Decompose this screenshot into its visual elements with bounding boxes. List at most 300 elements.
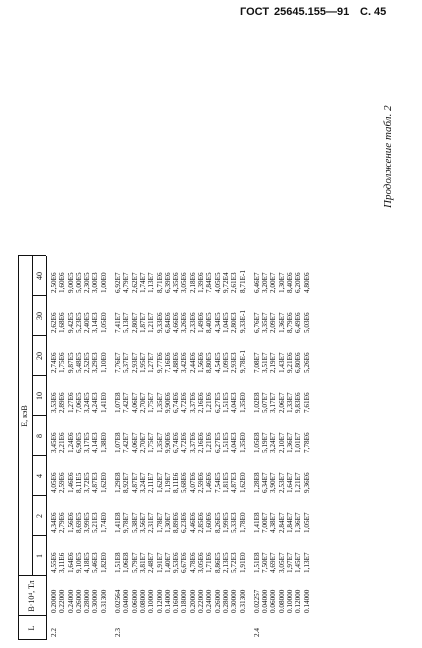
data-cell: 3,45E6	[50, 432, 58, 453]
data-cell: 2,40E5	[83, 312, 92, 333]
data-cell: 1,02E8	[252, 392, 261, 413]
data-cell: 3,99E5	[83, 512, 92, 533]
data-cell: 4,79E7	[122, 272, 131, 293]
header-energy-col: 30	[35, 312, 44, 320]
energy-values	[50, 512, 108, 533]
data-cell: 3,42E6	[180, 352, 189, 373]
header-energy-col: 8	[35, 434, 44, 438]
b-value: 0.08000	[138, 589, 147, 613]
data-cell: 7,78E6	[302, 432, 311, 453]
data-cell: 1,38E0	[99, 432, 108, 453]
b-value: 0.04000	[261, 589, 270, 613]
data-cell: 1,27E7	[147, 352, 156, 373]
data-cell: 4,87E3	[230, 472, 239, 493]
data-cell: 3,56E7	[138, 512, 147, 533]
data-cell: 8,80E5	[205, 352, 214, 373]
header-energy-col: 2	[35, 514, 44, 518]
data-cell: 2,53E7	[277, 472, 286, 493]
page-number: С. 45	[360, 6, 387, 18]
energy-values	[253, 552, 311, 573]
data-cell: 2,50E6	[50, 272, 58, 293]
table-continuation-note	[382, 48, 402, 208]
data-cell: 6,27E5	[213, 432, 222, 453]
data-cell: 7,61E6	[302, 392, 311, 413]
data-cell: 2,21E6	[58, 432, 67, 453]
data-cell: 2,59E6	[58, 472, 67, 493]
data-cell: 9,21E6	[286, 352, 295, 373]
continuation-text: Продолжение табл. 2	[382, 105, 394, 208]
data-cell: 6,34E7	[261, 472, 270, 493]
header-b: B·10⁴, Тл	[27, 580, 36, 612]
data-cell: 2,19E7	[269, 352, 278, 373]
data-cell: 1,13E7	[302, 552, 311, 573]
data-cell: 4,05E5	[213, 272, 222, 293]
b-value: 0.30000	[91, 589, 100, 613]
table-rule	[46, 256, 47, 640]
data-cell: 1,60E6	[58, 272, 67, 293]
b-value: 0.02564	[114, 589, 123, 613]
b-value: 0.24000	[205, 589, 214, 613]
b-value: 0.30000	[230, 589, 239, 613]
group-l-value: 2.4	[252, 628, 261, 637]
data-cell: 1,30E7	[163, 512, 172, 533]
data-cell: 1,35E0	[238, 432, 247, 453]
data-cell: 9,33E-1	[238, 310, 247, 333]
data-cell: 7,06E5	[74, 392, 83, 413]
energy-values	[253, 392, 311, 413]
data-cell: 4,24E3	[91, 392, 100, 413]
data-cell: 1,75E7	[147, 392, 156, 413]
data-cell: 3,29E3	[91, 352, 100, 373]
data-cell: 4,66E6	[172, 312, 181, 333]
data-cell: 1,04E5	[221, 312, 230, 333]
data-cell: 3,05E7	[277, 552, 286, 573]
data-cell: 4,34E6	[50, 512, 58, 533]
data-cell: 7,50E7	[261, 552, 270, 573]
energy-values	[114, 310, 247, 333]
data-cell: 9,78E-1	[238, 350, 247, 373]
data-cell: 1,68E6	[58, 312, 67, 333]
header-energy-col: 1	[35, 554, 44, 558]
energy-values	[50, 432, 108, 453]
data-cell: 5,72E3	[230, 552, 239, 573]
data-cell: 4,04E3	[230, 432, 239, 453]
data-cell: 8,79E6	[286, 312, 295, 333]
data-cell: 2,09E7	[269, 312, 278, 333]
data-cell: 1,21E6	[205, 392, 214, 413]
data-cell: 4,35E6	[172, 272, 181, 293]
b-value: 0.22000	[197, 589, 206, 613]
data-cell: 5,13E7	[122, 312, 131, 333]
b-value: 0.28000	[83, 589, 92, 613]
data-cell: 9,42E5	[66, 312, 75, 333]
data-cell: 7,00E7	[261, 512, 270, 533]
header-energy-col: 4	[35, 474, 44, 478]
data-cell: 3,53E6	[50, 392, 58, 413]
data-cell: 2,74E6	[50, 352, 58, 373]
data-cell: 4,04E3	[230, 392, 239, 413]
data-cell: 1,60E6	[205, 512, 214, 533]
data-cell: 8,11E5	[74, 472, 83, 493]
data-cell: 5,21E3	[91, 512, 100, 533]
data-cell: 3,26E6	[180, 312, 189, 333]
data-cell: 2,33E6	[188, 312, 197, 333]
data-cell: 3,11E6	[58, 552, 67, 573]
data-cell: 2,59E6	[197, 472, 206, 493]
data-cell: 3,24E5	[83, 392, 92, 413]
data-cell: 1,62E0	[99, 472, 108, 493]
energy-values	[114, 552, 247, 573]
data-cell: 1,99E5	[221, 512, 230, 533]
data-cell: 2,52E5	[83, 352, 92, 373]
data-cell: 8,89E6	[172, 512, 181, 533]
energy-values	[50, 352, 108, 373]
data-cell: 1,71E6	[205, 552, 214, 573]
data-cell: 2,80E7	[130, 312, 139, 333]
data-cell: 2,79E6	[58, 512, 67, 533]
data-cell: 2,10E7	[277, 432, 286, 453]
data-cell: 3,51E7	[261, 352, 270, 373]
data-cell: 4,05E6	[50, 472, 58, 493]
energy-values	[114, 512, 247, 533]
b-value: 0.18000	[180, 589, 189, 613]
energy-values	[114, 270, 247, 293]
data-cell: 3,14E3	[91, 312, 100, 333]
data-cell: 6,74E6	[172, 432, 181, 453]
data-cell: 8,40E6	[286, 272, 295, 293]
data-cell: 6,76E7	[252, 312, 261, 333]
data-cell: 1,41E8	[114, 512, 123, 533]
data-cell: 8,71E6	[155, 272, 164, 293]
data-cell: 5,46E3	[91, 552, 100, 573]
data-cell: 2,93E7	[130, 352, 139, 373]
data-cell: 6,74E6	[172, 392, 181, 413]
b-value: 0.26000	[213, 589, 222, 613]
data-cell: 2,70E7	[138, 392, 147, 413]
data-cell: 5,79E7	[130, 552, 139, 573]
data-cell: 1,07E8	[114, 432, 123, 453]
b-value: 0.22000	[58, 589, 67, 613]
data-cell: 1,84E7	[286, 512, 295, 533]
data-cell: 9,90E6	[163, 392, 172, 413]
b-value: 0.10000	[286, 589, 295, 613]
data-cell: 7,76E7	[114, 352, 123, 373]
data-cell: 8,26E5	[213, 512, 222, 533]
data-cell: 2,61E3	[230, 272, 239, 293]
data-cell: 2,31E7	[147, 512, 156, 533]
header-energy-col: 40	[35, 272, 44, 280]
data-cell: 1,01E7	[294, 432, 303, 453]
data-cell: 3,17E7	[269, 392, 278, 413]
data-cell: 7,08E7	[252, 352, 261, 373]
data-cell: 1,19E7	[163, 472, 172, 493]
data-cell: 7,84E5	[205, 272, 214, 293]
table-rule	[18, 256, 19, 640]
data-cell: 1,43E7	[277, 352, 286, 373]
data-cell: 1,97E7	[286, 552, 295, 573]
data-cell: 1,46E6	[205, 472, 214, 493]
data-cell: 1,49E6	[197, 312, 206, 333]
data-cell: 4,46E6	[188, 512, 197, 533]
data-cell: 1,46E6	[66, 472, 75, 493]
data-cell: 3,05E6	[197, 552, 206, 573]
data-cell: 5,48E5	[74, 352, 83, 373]
data-cell: 6,90E5	[74, 432, 83, 453]
data-cell: 1,91E7	[155, 552, 164, 573]
data-cell: 4,87E7	[130, 472, 139, 493]
data-cell: 1,56E6	[66, 512, 75, 533]
data-cell: 1,51E5	[221, 432, 230, 453]
data-cell: 8,40E5	[205, 312, 214, 333]
b-value: 0.08000	[277, 589, 286, 613]
data-cell: 1,39E6	[197, 272, 206, 293]
energy-values	[114, 432, 247, 453]
data-cell: 1,05E0	[99, 312, 108, 333]
data-cell: 6,84E6	[163, 312, 172, 333]
data-cell: 9,33E6	[155, 312, 164, 333]
data-cell: 1,82E0	[99, 552, 108, 573]
table-rule	[32, 256, 33, 576]
data-cell: 3,72E5	[83, 472, 92, 493]
data-cell: 1,95E7	[138, 352, 147, 373]
data-cell: 5,33E3	[230, 512, 239, 533]
data-cell: 2,80E3	[230, 312, 239, 333]
data-cell: 2,84E7	[277, 512, 286, 533]
data-cell: 4,06E7	[130, 392, 139, 413]
data-cell: 7,16E6	[163, 352, 172, 373]
data-cell: 4,18E5	[83, 552, 92, 573]
data-cell: 1,56E6	[197, 352, 206, 373]
data-cell: 2,44E6	[188, 352, 197, 373]
data-cell: 1,33E7	[286, 392, 295, 413]
standard-number: 25645.155—91	[274, 6, 350, 18]
data-cell: 1,13E7	[147, 272, 156, 293]
data-cell: 1,91E0	[238, 552, 247, 573]
data-cell: 3,90E7	[269, 472, 278, 493]
group-l-value: 2.2	[50, 628, 58, 637]
data-cell: 5,07E7	[261, 392, 270, 413]
data-cell: 1,06E8	[122, 552, 131, 573]
data-cell: 6,27E5	[213, 392, 222, 413]
data-cell: 9,36E6	[302, 472, 311, 493]
b-value: 0.14000	[163, 589, 172, 613]
data-cell: 4,14E3	[91, 432, 100, 453]
data-cell: 1,21E6	[205, 432, 214, 453]
data-cell: 5,26E6	[302, 352, 311, 373]
data-cell: 9,72E4	[221, 272, 230, 293]
data-cell: 3,35E7	[261, 312, 270, 333]
data-cell: 1,27E6	[66, 392, 75, 413]
data-cell: 1,05E7	[302, 512, 311, 533]
b-value: 0.14000	[302, 589, 311, 613]
header-energy-col: 20	[35, 352, 44, 360]
energy-values	[114, 350, 247, 373]
data-cell: 1,62E0	[238, 472, 247, 493]
energy-values	[253, 472, 311, 493]
data-cell: 9,77E6	[155, 352, 164, 373]
data-cell: 1,87E7	[138, 312, 147, 333]
data-cell: 2,06E7	[277, 392, 286, 413]
data-cell: 1,74E0	[99, 512, 108, 533]
page-header	[0, 6, 422, 26]
data-cell: 3,24E7	[138, 472, 147, 493]
data-cell: 2,16E6	[197, 392, 206, 413]
data-cell: 6,92E7	[114, 272, 123, 293]
data-cell: 2,89E6	[58, 392, 67, 413]
b-value: 0.12000	[155, 589, 164, 613]
data-cell: 1,78E7	[155, 512, 164, 533]
data-cell: 2,62E7	[130, 272, 139, 293]
data-cell: 4,34E5	[213, 312, 222, 333]
energy-values	[114, 472, 247, 493]
data-cell: 9,83E6	[294, 392, 303, 413]
data-cell: 9,53E6	[172, 552, 181, 573]
data-cell: 2,18E6	[188, 272, 197, 293]
data-cell: 9,87E5	[66, 352, 75, 373]
data-cell: 2,00E7	[269, 272, 278, 293]
data-cell: 1,35E7	[155, 392, 164, 413]
data-cell: 1,41E8	[252, 512, 261, 533]
data-cell: 4,87E3	[91, 472, 100, 493]
data-cell: 6,67E6	[180, 552, 189, 573]
data-cell: 2,13E5	[221, 552, 230, 573]
b-value: 0.31300	[238, 589, 247, 613]
header-energy: E, кэВ	[20, 405, 29, 427]
b-value: 0.31300	[99, 589, 108, 613]
header-energy-col: 10	[35, 392, 44, 400]
data-cell: 2,70E7	[138, 432, 147, 453]
data-cell: 2,62E6	[50, 312, 58, 333]
data-cell: 5,38E7	[130, 512, 139, 533]
data-cell: 7,42E7	[122, 392, 131, 413]
group-b-values	[253, 590, 311, 613]
data-cell: 1,10E0	[99, 352, 108, 373]
data-cell: 4,07E6	[188, 472, 197, 493]
data-cell: 1,75E6	[58, 352, 67, 373]
data-cell: 1,74E7	[138, 272, 147, 293]
data-cell: 9,78E7	[122, 512, 131, 533]
group-b-values	[114, 590, 247, 613]
data-cell: 1,35E7	[155, 432, 164, 453]
data-cell: 2,48E7	[147, 552, 156, 573]
data-cell: 2,85E6	[197, 512, 206, 533]
data-cell: 6,46E7	[252, 272, 261, 293]
data-cell: 1,51E8	[114, 552, 123, 573]
energy-values	[253, 272, 311, 293]
data-cell: 1,81E5	[221, 472, 230, 493]
data-cell: 5,19E7	[261, 432, 270, 453]
header-l: L	[27, 625, 36, 631]
data-cell: 5,68E6	[180, 472, 189, 493]
data-cell: 1,75E7	[147, 432, 156, 453]
data-cell: 2,16E6	[197, 432, 206, 453]
data-cell: 6,23E6	[180, 512, 189, 533]
b-value: 0.06000	[130, 589, 139, 613]
energy-values	[253, 512, 311, 533]
data-cell: 1,51E8	[252, 552, 261, 573]
data-cell: 1,64E6	[66, 552, 75, 573]
data-cell: 8,92E7	[122, 472, 131, 493]
energy-values	[50, 552, 108, 573]
data-cell: 8,71E-1	[238, 270, 247, 293]
data-cell: 1,09E5	[221, 352, 230, 373]
data-cell: 1,35E0	[238, 392, 247, 413]
data-cell: 1,24E6	[66, 432, 75, 453]
data-cell: 1,64E7	[286, 472, 295, 493]
energy-values	[253, 432, 311, 453]
data-cell: 5,03E6	[302, 312, 311, 333]
data-cell: 6,80E6	[294, 352, 303, 373]
data-cell: 6,39E6	[163, 272, 172, 293]
data-cell: 4,69E7	[269, 552, 278, 573]
b-value: 0.10000	[147, 589, 156, 613]
b-value: 0.20000	[50, 589, 58, 613]
energy-values	[253, 312, 311, 333]
data-cell: 1,36E7	[294, 512, 303, 533]
data-cell: 3,20E7	[261, 272, 270, 293]
data-table	[18, 50, 378, 640]
data-cell: 8,86E5	[213, 552, 222, 573]
energy-values	[50, 472, 108, 493]
data-cell: 4,72E6	[180, 392, 189, 413]
b-value: 0.16000	[172, 589, 181, 613]
data-cell: 4,78E6	[188, 552, 197, 573]
data-cell: 4,72E6	[180, 432, 189, 453]
data-cell: 1,29E8	[114, 472, 123, 493]
b-value: 0.26000	[74, 589, 83, 613]
energy-values	[114, 392, 247, 413]
data-cell: 1,78E0	[238, 512, 247, 533]
energy-values	[50, 272, 108, 293]
table-stage	[18, 50, 378, 640]
data-cell: 1,00E0	[99, 272, 108, 293]
energy-values	[253, 352, 311, 373]
b-value: 0.24000	[66, 589, 75, 613]
data-cell: 8,69E5	[74, 512, 83, 533]
group-b-values	[50, 590, 108, 613]
data-cell: 2,30E5	[83, 272, 92, 293]
data-cell: 3,81E7	[138, 552, 147, 573]
data-cell: 8,11E6	[172, 472, 181, 493]
data-cell: 1,30E7	[277, 272, 286, 293]
data-cell: 1,21E7	[294, 472, 303, 493]
data-cell: 1,62E7	[155, 472, 164, 493]
data-cell: 6,49E6	[294, 312, 303, 333]
data-cell: 3,37E6	[188, 432, 197, 453]
data-cell: 1,40E7	[163, 552, 172, 573]
data-cell: 9,00E5	[66, 272, 75, 293]
data-cell: 3,17E5	[83, 432, 92, 453]
standard-label: ГОСТ	[240, 6, 270, 18]
data-cell: 4,88E6	[172, 352, 181, 373]
data-cell: 4,80E6	[302, 272, 311, 293]
b-value: 0.28000	[221, 589, 230, 613]
data-cell: 9,90E6	[163, 432, 172, 453]
energy-values	[50, 312, 108, 333]
b-value: 0.04000	[122, 589, 131, 613]
data-cell: 3,00E3	[91, 272, 100, 293]
data-cell: 1,07E8	[114, 392, 123, 413]
data-cell: 7,54E5	[213, 472, 222, 493]
data-cell: 1,05E8	[252, 432, 261, 453]
data-cell: 9,10E5	[74, 552, 83, 573]
data-cell: 1,28E8	[252, 472, 261, 493]
data-cell: 2,93E3	[230, 352, 239, 373]
data-cell: 5,23E5	[74, 312, 83, 333]
data-cell: 7,42E7	[122, 432, 131, 453]
data-cell: 1,36E7	[277, 312, 286, 333]
data-cell: 1,36E7	[286, 432, 295, 453]
